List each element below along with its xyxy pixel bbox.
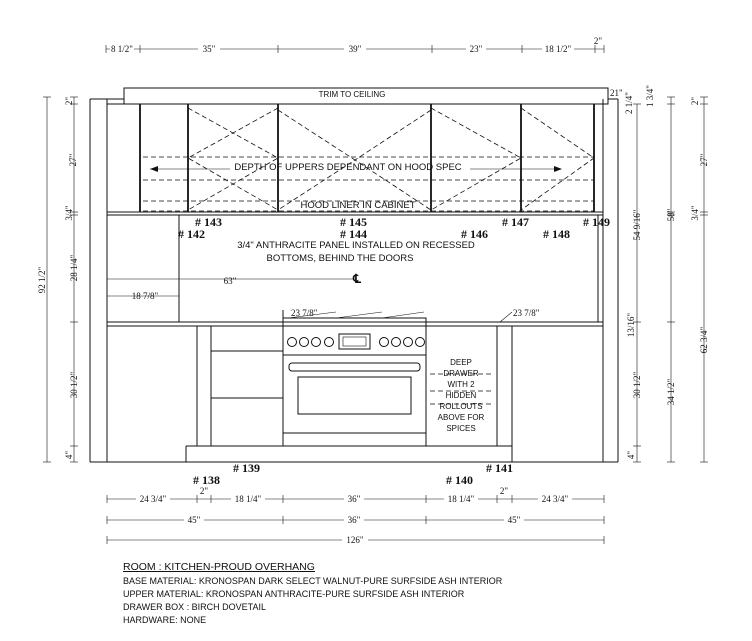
drawer-note-2: DRAWER	[443, 369, 479, 378]
dim-bottom-45-right: 45"	[507, 515, 521, 525]
dim-right-62-3-4: 62 3/4"	[699, 326, 709, 354]
dim-bottom-36: 36"	[347, 494, 361, 504]
cabinet-144: # 144	[340, 227, 367, 241]
panel-note-line1: 3/4" ANTHRACITE PANEL INSTALLED ON RECESSED	[237, 240, 475, 251]
dim-bottom-total: 126"	[346, 535, 364, 545]
drawer-note-1: DEEP	[450, 358, 472, 367]
dim-bottom-gap-left: 2"	[199, 486, 209, 496]
drawer-note-7: SPICES	[446, 424, 476, 433]
dim-top-1: 8 1/2"	[111, 44, 133, 54]
dim-right-13-16: 13/16"	[626, 312, 636, 338]
dim-right-2: 2"	[690, 96, 700, 106]
range-dims	[291, 308, 540, 322]
drawer-note-4: HIDDEN	[445, 391, 477, 400]
upper-cabinets	[107, 104, 603, 215]
cabinet-143: # 143	[195, 215, 222, 229]
drawer-note-5: ROLLOUTS	[439, 402, 483, 411]
dim-bottom-gap-right: 2"	[499, 486, 509, 496]
left-dimensions	[37, 97, 79, 462]
cabinet-145: # 145	[340, 215, 367, 229]
cabinet-147: # 147	[502, 215, 529, 229]
cabinet-142: # 142	[178, 227, 205, 241]
dim-left-27: 27"	[68, 153, 78, 167]
dim-top-3: 39"	[348, 44, 362, 54]
cabinet-146: # 146	[461, 227, 488, 241]
drawer-note-6: ABOVE FOR	[437, 413, 485, 422]
hood-liner-note: HOOD LINER IN CABINET	[300, 200, 416, 211]
dim-right-4: 4"	[626, 450, 636, 460]
dim-left-2: 2"	[64, 96, 74, 106]
dim-18-7-8: 18 7/8"	[131, 291, 159, 301]
drawer-note-3: WITH 2	[447, 380, 475, 389]
trim-to-ceiling	[124, 88, 608, 104]
dim-bottom-24-3-4-right: 24 3/4"	[541, 494, 569, 504]
cabinet-148: # 148	[543, 227, 570, 241]
base-cabinets	[107, 310, 512, 462]
cabinet-140: # 140	[446, 473, 473, 487]
trim-label: TRIM TO CEILING	[318, 90, 386, 99]
upper-cabinet-labels	[178, 215, 610, 241]
dim-bottom-45-left: 45"	[187, 515, 201, 525]
dim-right-34-1-2: 34 1/2"	[666, 378, 676, 406]
cabinet-139: # 139	[233, 461, 260, 475]
dim-left-28-1-4: 28 1/4"	[69, 254, 79, 282]
base-cabinet-labels	[193, 461, 513, 487]
dim-left-total: 92 1/2"	[37, 266, 47, 294]
material-legend	[123, 561, 502, 627]
dim-left-30-1-2: 30 1/2"	[69, 371, 79, 399]
dim-top-4: 23"	[469, 44, 483, 54]
range-appliance	[283, 312, 426, 446]
dim-63: 63"	[223, 276, 237, 286]
dim-right-21: 21"	[610, 88, 623, 98]
dim-top-6: 2"	[593, 36, 603, 46]
dim-right-2-1-4: 2 1/4"	[624, 92, 634, 114]
dim-bottom-18-1-4-right: 18 1/4"	[447, 494, 475, 504]
room-title: ROOM : KITCHEN-PROUD OVERHANG	[123, 561, 315, 573]
upper-material: UPPER MATERIAL: KRONOSPAN ANTHRACITE-PURE SURFSIDE ASH INTERIOR	[123, 589, 465, 599]
dim-left-3-4: 3/4"	[64, 205, 74, 221]
centerline-symbol: ℄	[353, 272, 361, 286]
dim-right-58: 58"	[666, 208, 676, 222]
dim-top-5: 18 1/2"	[544, 44, 572, 54]
depth-note: DEPTH OF UPPERS DEPENDANT ON HOOD SPEC	[234, 162, 462, 173]
dim-left-4: 4"	[64, 450, 74, 460]
right-dimensions	[610, 85, 709, 462]
cabinet-141: # 141	[486, 461, 513, 475]
drawer-box: DRAWER BOX : BIRCH DOVETAIL	[123, 602, 267, 612]
dim-bottom-36-b: 36"	[347, 515, 361, 525]
top-dimension-line	[106, 36, 604, 54]
dim-top-2: 35"	[202, 44, 216, 54]
dim-right-1-3-4: 1 3/4"	[645, 85, 655, 107]
cabinet-149: # 149	[583, 215, 610, 229]
dim-right-27: 27"	[699, 153, 709, 167]
bottom-dimensions	[107, 486, 604, 546]
dim-23-7-8-right: 23 7/8"	[513, 308, 540, 318]
base-material: BASE MATERIAL: KRONOSPAN DARK SELECT WALNUT-PURE SURFSIDE ASH INTERIOR	[123, 576, 503, 586]
dim-23-7-8-left: 23 7/8"	[291, 308, 318, 318]
dim-bottom-24-3-4-left: 24 3/4"	[139, 494, 167, 504]
panel-note-line2: BOTTOMS, BEHIND THE DOORS	[266, 253, 414, 264]
dim-right-3-4: 3/4"	[690, 205, 700, 221]
dim-right-54: 54 9/16"	[632, 209, 642, 241]
dim-right-30-1-2: 30 1/2"	[632, 371, 642, 399]
dim-bottom-18-1-4-left: 18 1/4"	[234, 494, 262, 504]
hardware: HARDWARE: NONE	[123, 615, 207, 625]
cabinet-138: # 138	[193, 473, 220, 487]
